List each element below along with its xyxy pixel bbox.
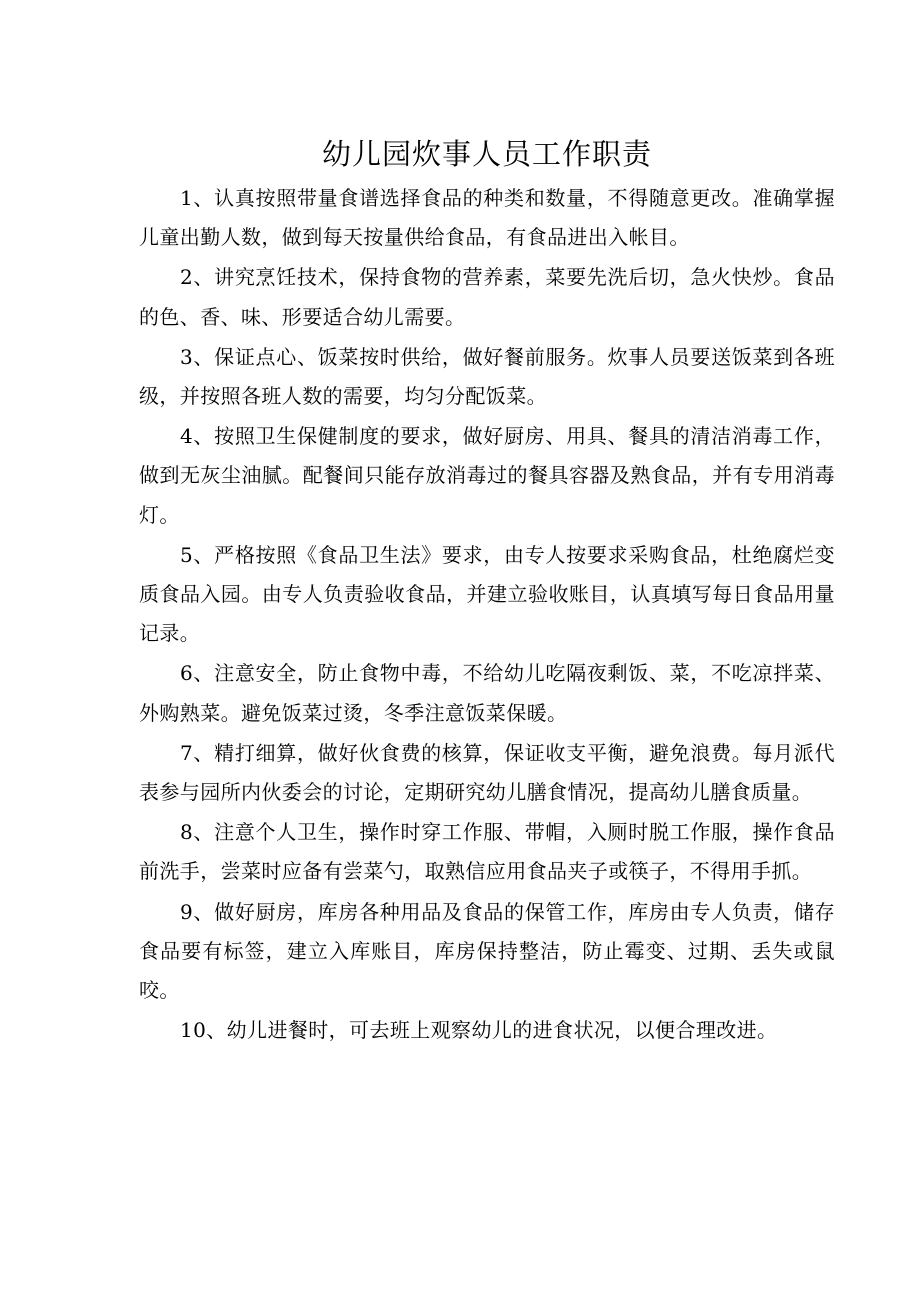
duty-item-9: 9、做好厨房，库房各种用品及食品的保管工作，库房由专人负责，储存食品要有标签，建立入库账目，库房保持整洁，防止霉变、过期、丢失或鼠咬。 (139, 899, 835, 1003)
duty-item-10: 10、幼儿进餐时，可去班上观察幼儿的进食状况，以便合理改进。 (180, 1018, 778, 1043)
document-body (139, 179, 835, 1051)
duty-item-8: 8、注意个人卫生，操作时穿工作服、带帽，入厕时脱工作服，操作食品前洗手，尝菜时应备有尝菜勺，取熟信应用食品夹子或筷子，不得用手抓。 (139, 820, 835, 884)
document-title: 幼儿园炊事人员工作职责 (321, 137, 652, 171)
duty-item-4: 4、按照卫生保健制度的要求，做好厨房、用具、餐具的清洁消毒工作，做到无灰尘油腻。配餐间只能存放消毒过的餐具容器及熟食品，并有专用消毒灯。 (139, 424, 835, 527)
duty-item-6: 6、注意安全，防止食物中毒，不给幼儿吃隔夜剩饭、菜，不吃凉拌菜、外购熟菜。避免饭菜过烫，冬季注意饭菜保暖。 (139, 661, 835, 725)
duty-item-5: 5、严格按照《食品卫生法》要求，由专人按要求采购食品，杜绝腐烂变质食品入园。由专人负责验收食品，并建立验收账目，认真填写每日食品用量记录。 (139, 542, 835, 646)
duty-item-7: 7、精打细算，做好伙食费的核算，保证收支平衡，避免浪费。每月派代表参与园所内伙委会的讨论，定期研究幼儿膳食情况，提高幼儿膳食质量。 (139, 740, 835, 805)
duty-item-2: 2、讲究烹饪技术，保持食物的营养素，菜要先洗后切，急火快炒。食品的色、香、味、形要适合幼儿需要。 (139, 265, 835, 329)
duty-item-1: 1、认真按照带量食谱选择食品的种类和数量，不得随意更改。准确掌握儿童出勤人数，做到每天按量供给食品，有食品进出入帐目。 (139, 186, 835, 250)
duty-item-3: 3、保证点心、饭菜按时供给，做好餐前服务。炊事人员要送饭菜到各班级，并按照各班人数的需要，均匀分配饭菜。 (139, 344, 835, 409)
